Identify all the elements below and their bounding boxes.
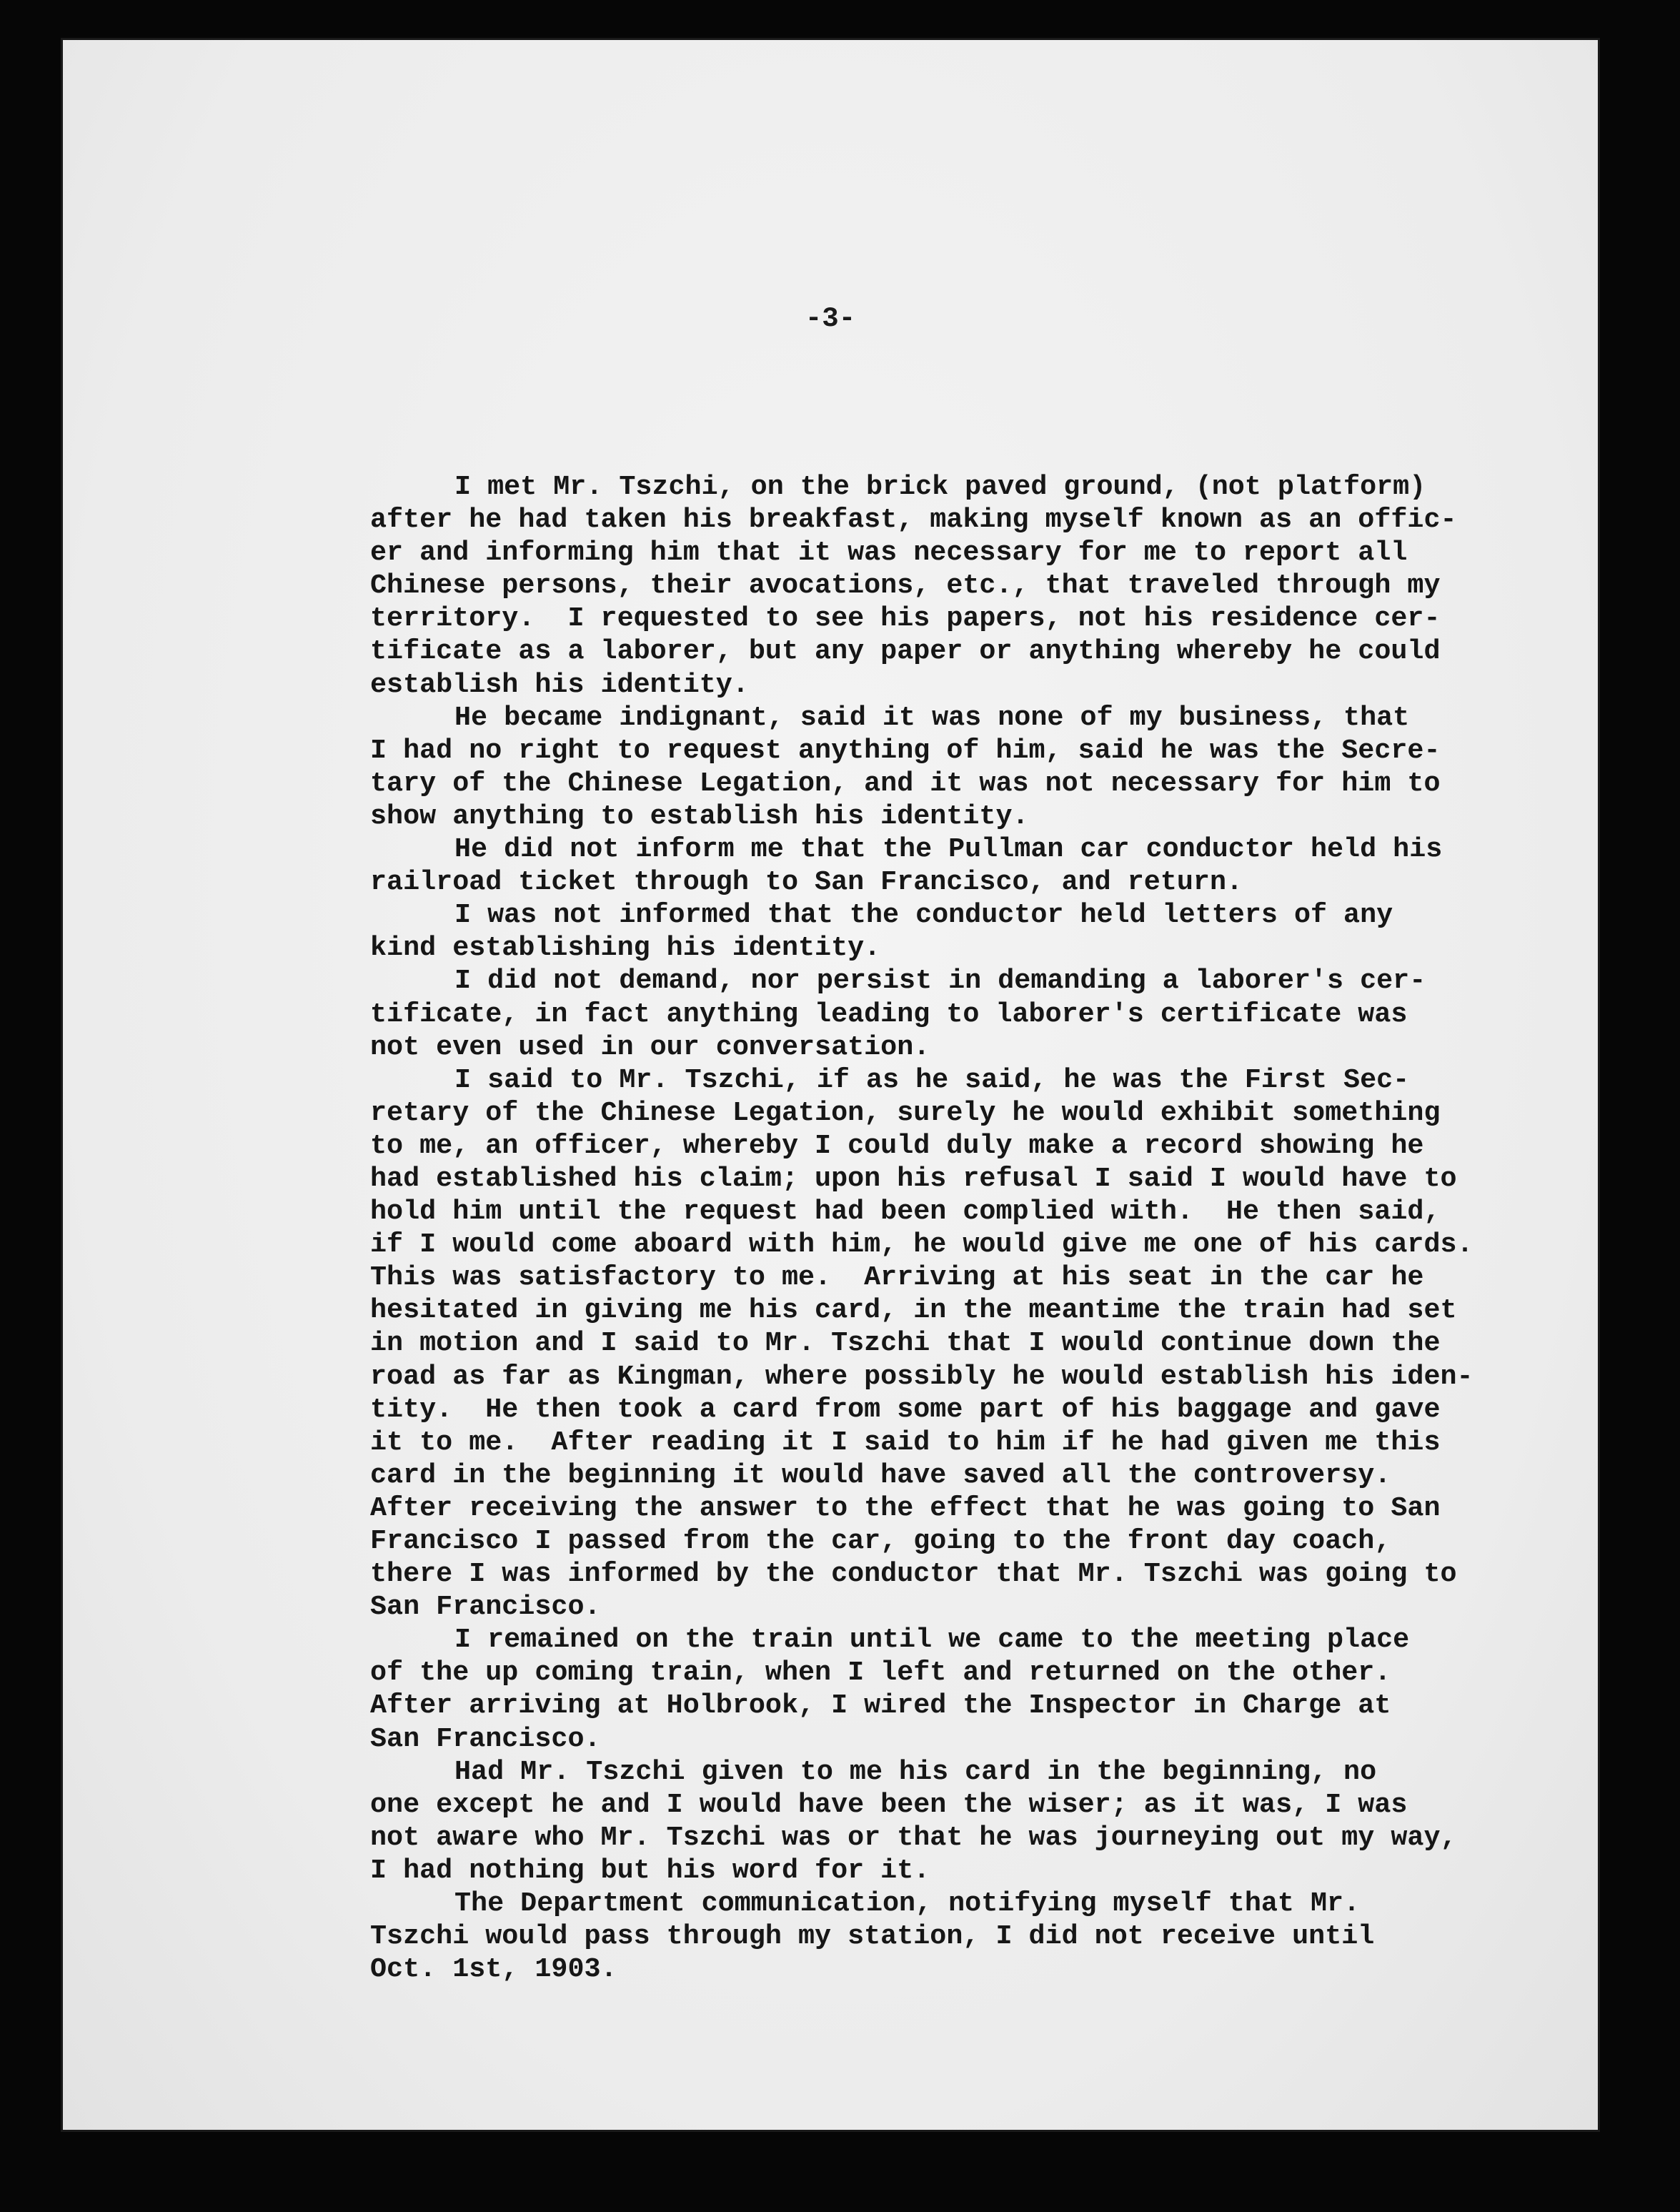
- paragraph-card-in-beginning: Had Mr. Tszchi given to me his card in the beginning, no one except he and I would have been the wiser; as it was, I was not aware who Mr. Tszchi was or that he was journeying out my way, I had nothing but his word for it.: [370, 1755, 1457, 1886]
- paragraph-did-not-demand: I did not demand, nor persist in demanding a laborer's cer- tificate, in fact anything leading to laborer's certificate was not even used in our conversation.: [370, 965, 1426, 1063]
- document-page: [63, 40, 1598, 2130]
- paragraph-pullman-conductor: He did not inform me that the Pullman car conductor held his railroad ticket through to San Francisco, and return.: [370, 833, 1443, 898]
- paragraph-remained-on-train: I remained on the train until we came to the meeting place of the up coming train, when I left and returned on the other. After arriving at Holbrook, I wired the Inspector in Charge at San Francisco.: [370, 1624, 1410, 1755]
- paragraph-department-communication: The Department communication, notifying myself that Mr. Tszchi would pass through my station, I did not receive until Oct. 1st, 1903.: [370, 1888, 1375, 1985]
- paragraph-first-secretary: I said to Mr. Tszchi, if as he said, he was the First Sec- retary of the Chinese Legation, surely he would exhibit something to me, an officer, whereby I could duly make a record showing he had established his claim; upon his refusal I said I would have to hold him until the request had been complied with. He then said, if I would come aboard with him, he would give me one of his cards. This was satisfactory to me. Arriving at his seat in the car he hesitated in giving me his card, in the meantime the train had set in motion and I said to Mr. Tszchi that I would continue down the road as far as Kingman, where possibly he would establish his iden- tity. He then took a card from some part of his baggage and gave it to me. After reading it I said to him if he had given me this card in the beginning it would have saved all the controversy. After receiving the answer to the effect that he was going to San Francisco I passed from the car, going to the front day coach, there I was informed by the conductor that Mr. Tszchi was going to San Francisco.: [370, 1063, 1473, 1623]
- paragraph-became-indignant: He became indignant, said it was none of my business, that I had no right to request anything of him, said he was the Secre- tary of the Chinese Legation, and it was not necessary for him to show anything to establish his identity.: [370, 701, 1441, 832]
- page-number: -3-: [805, 303, 856, 334]
- paragraph-met-mr-tszchi: I met Mr. Tszchi, on the brick paved ground, (not platform) after he had taken his breakfast, making myself known as an offic- er and informing him that it was necessary for me to report all Chinese persons, their avocations, etc., that traveled through my territory. I requested to see his papers, not his residence cer- tificate as a laborer, but any paper or anything whereby he could establish his identity.: [370, 471, 1457, 700]
- letter-body: [370, 470, 1528, 1985]
- paragraph-not-informed: I was not informed that the conductor held letters of any kind establishing his identity.: [370, 899, 1393, 964]
